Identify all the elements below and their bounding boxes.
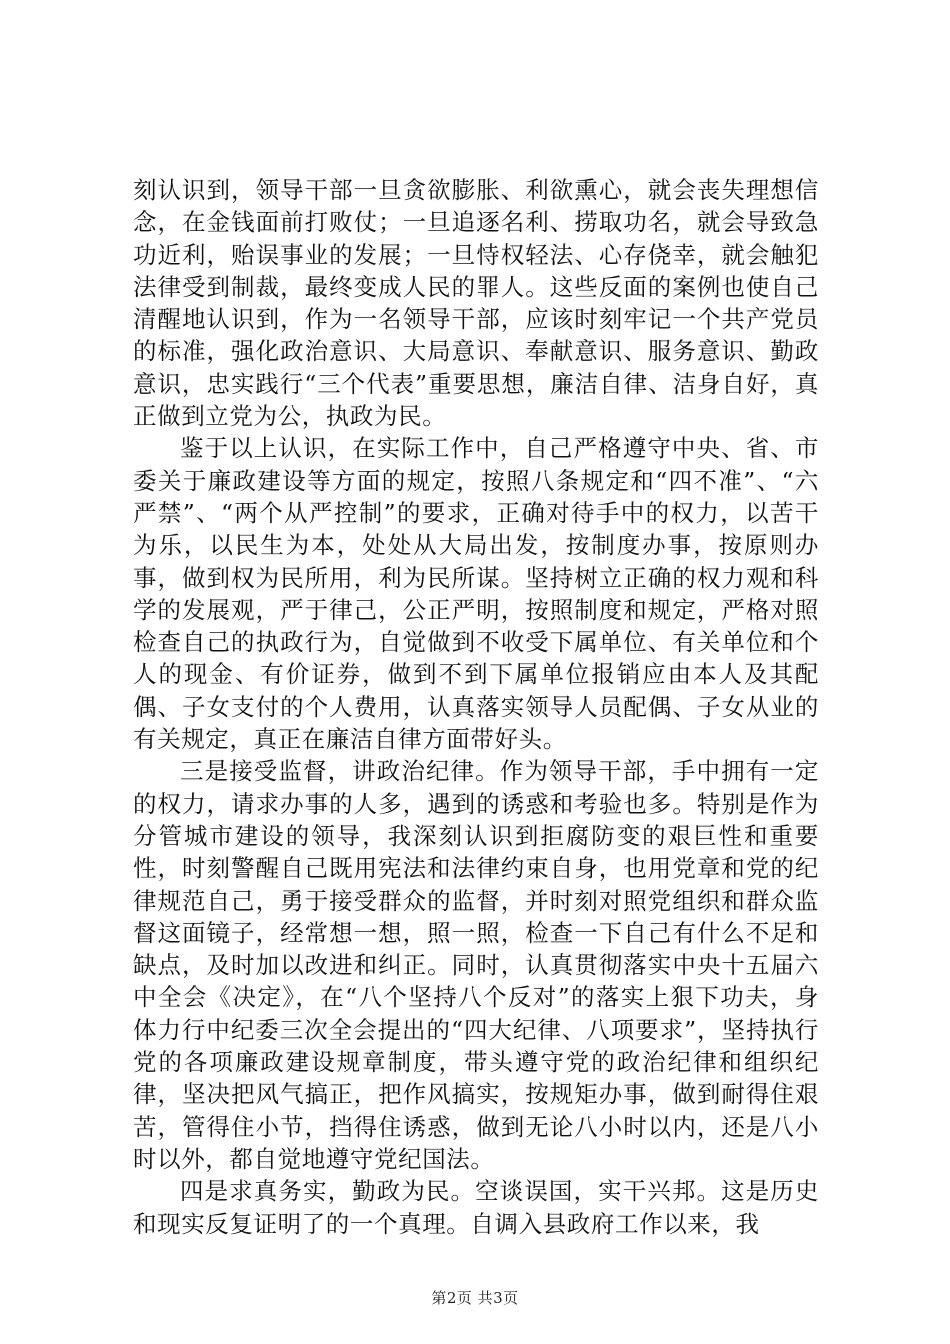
paragraph-3: 三是接受监督，讲政治纪律。作为领导干部，手中拥有一定的权力，请求办事的人多，遇到的诱惑和考验也多。特别是作为分管城市建设的领导，我深刻认识到拒腐防变的艰巨性和重要性，时刻警醒自己既用宪法和法律约束自身，也用党章和党的纪律规范自己，勇于接受群众的监督，并时刻对照党组织和群众监督这面镜子，经常想一想，照一照，检查一下自己有什么不足和缺点，及时加以改进和纠正。同时，认真贯彻落实中央十五届六中全会《决定》，在“八个坚持八个反对”的落实上狠下功夫，身体力行中纪委三次全会提出的“四大纪律、八项要求”，坚持执行党的各项廉政建设规章制度，带头遵守党的政治纪律和组织纪律，坚决把风气搞正，把作风搞实，按规矩办事，做到耐得住艰苦，管得住小节，挡得住诱惑，做到无论八小时以内，还是八小时以外，都自觉地遵守党纪国法。 bbox=[133, 757, 819, 1173]
paragraph-2: 鉴于以上认识，在实际工作中，自己严格遵守中央、省、市委关于廉政建设等方面的规定，按照八条规定和“四不准”、“六严禁”、“两个从严控制”的要求，正确对待手中的权力，以苦干为乐，以民生为本，处处从大局出发，按制度办事，按原则办事，做到权为民所用，利为民所谋。坚持树立正确的权力观和科学的发展观，严于律己，公正严明，按照制度和规定，严格对照检查自己的执政行为，自觉做到不收受下属单位、有关单位和个人的现金、有价证券，做到不到下属单位报销应由本人及其配偶、子女支付的个人费用，认真落实领导人员配偶、子女从业的有关规定，真正在廉洁自律方面带好头。 bbox=[133, 434, 819, 754]
page-number-footer: 第2页 共3页 bbox=[431, 1289, 519, 1307]
document-body bbox=[133, 174, 819, 1240]
paragraph-4: 四是求真务实，勤政为民。空谈误国，实干兴邦。这是历史和现实反复证明了的一个真理。自调入县政府工作以来，我 bbox=[133, 1177, 819, 1238]
paragraph-1: 刻认识到，领导干部一旦贪欲膨胀、利欲熏心，就会丧失理想信念，在金钱面前打败仗；一旦追逐名利、捞取功名，就会导致急功近利，贻误事业的发展；一旦恃权轻法、心存侥幸，就会触犯法律受到制裁，最终变成人民的罪人。这些反面的案例也使自己清醒地认识到，作为一名领导干部，应该时刻牢记一个共产党员的标准，强化政治意识、大局意识、奉献意识、服务意识、勤政意识，忠实践行“三个代表”重要思想，廉洁自律、洁身自好，真正做到立党为公，执政为民。 bbox=[133, 176, 819, 431]
